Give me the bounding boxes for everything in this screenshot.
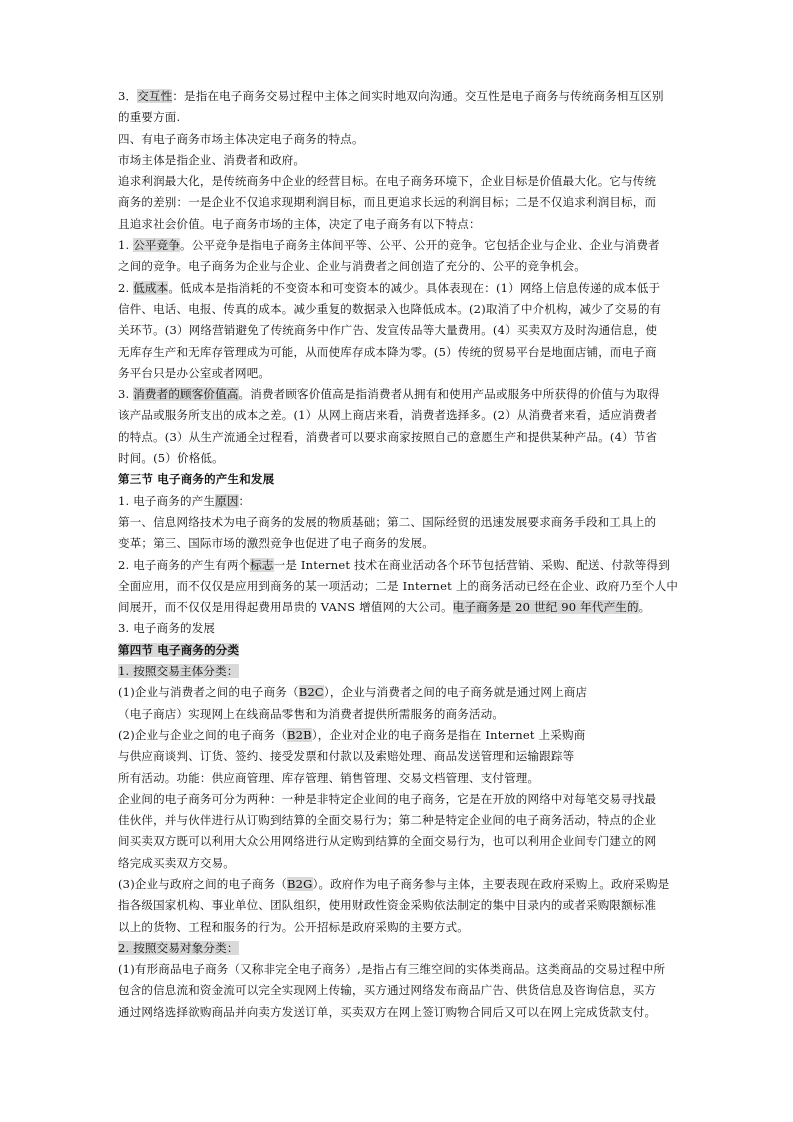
text-line <box>118 746 678 767</box>
text-line <box>118 427 678 448</box>
text-segment: 务平台只是办公室或者网吧。 <box>118 365 271 380</box>
text-segment: 。 <box>638 600 651 615</box>
text-segment: 变革；第三、国际市场的激烈竞争也促进了电子商务的发展。 <box>118 536 434 551</box>
text-line <box>118 831 678 852</box>
text-line <box>118 661 678 682</box>
text-segment: 关环节。(3）网络营销避免了传统商务中作广告、发宣传品等大量费用。(4）买卖双方及时沟通信息，使 <box>118 323 658 338</box>
text-segment: 第三节 电子商务的产生和发展 <box>118 472 275 487</box>
text-segment: 追求利润最大化，是传统商务中企业的经营目标。在电子商务环境下，企业目标是价值最大化。它与传统 <box>118 174 657 189</box>
text-line <box>118 533 678 554</box>
text-segment: 第一、信息网络技术为电子商务的发展的物质基础；第二、国际经贸的迅速发展要求商务手段和工具上的 <box>118 514 657 529</box>
highlighted-text: B2G <box>287 876 313 891</box>
text-segment: ）。政府作为电子商务参与主体，主要表现在政府采购上。政府采购是 <box>312 876 670 891</box>
text-segment: 间买卖双方既可以利用大众公用网络进行从定购到结算的全面交易行为，也可以利用企业间专门建立的网 <box>118 834 657 849</box>
text-segment: 全面应用，而不仅仅是应用到商务的某一项活动；二是 Internet 上的商务活动已经在企业、政府乃至个人中 <box>118 578 679 593</box>
text-line <box>118 980 678 1001</box>
text-line <box>118 938 678 959</box>
text-segment: (1)企业与消费者之间的电子商务（ <box>118 685 299 700</box>
text-segment: 1. <box>118 238 134 253</box>
highlighted-text: B2B <box>287 727 312 742</box>
highlighted-text: 1. 按照交易主体分类： <box>118 664 239 679</box>
text-line <box>118 405 678 426</box>
text-segment: 佳伙伴，并与伙伴进行从订购到结算的全面交易行为；第二种是特定企业间的电子商务活动，特点的企业 <box>118 813 657 828</box>
text-line <box>118 682 678 703</box>
text-segment: 。低成本是指消耗的不变资本和可变资本的减少。具体表现在：(1）网络上信息传递的成本低于 <box>168 280 661 295</box>
highlighted-text: 交互性 <box>137 89 173 103</box>
text-segment: 络完成买卖双方交易。 <box>118 855 235 870</box>
text-line <box>118 448 678 469</box>
text-line <box>118 789 678 810</box>
text-line <box>118 725 678 746</box>
highlighted-text: 消费者的顾客价值高 <box>133 387 239 402</box>
text-line <box>118 768 678 789</box>
text-segment: 。公平竞争是指电子商务主体间平等、公平、公开的竞争。它包括企业与企业、企业与消费者 <box>180 238 660 253</box>
document-page <box>118 86 678 1023</box>
text-line <box>118 810 678 831</box>
text-segment: 市场主体是指企业、消费者和政府。 <box>118 152 306 167</box>
text-segment: 指各级国家机构、事业单位、团队组织，使用财政性资金采购依法制定的集中目录内的或者采购限额标准 <box>118 898 657 913</box>
text-line <box>118 107 678 128</box>
text-line <box>118 171 678 192</box>
text-segment: (1)有形商品电子商务（又称非完全电子商务）,是指占有三维空间的实体类商品。这类商品的交易过程中所 <box>118 962 666 977</box>
text-segment: ），企业与消费者之间的电子商务就是通过网上商店 <box>323 685 588 700</box>
text-line <box>118 384 678 405</box>
text-segment: 商务的差别：一是企业不仅追求现期利润目标，而且更追求长远的利润目标；二是不仅追求利润目标，而 <box>118 195 657 210</box>
text-segment: ），企业对企业的电子商务是指在 Internet 上采购商 <box>311 727 586 742</box>
highlighted-text: 公平竞争 <box>133 238 181 253</box>
text-line <box>118 86 678 107</box>
text-segment: 3． <box>118 89 138 103</box>
text-segment: ： <box>238 493 251 508</box>
highlighted-text: B2C <box>298 685 324 700</box>
text-segment: 1. 电子商务的产生 <box>118 493 216 508</box>
text-segment: 四、有电子商务市场主体决定电子商务的特点。 <box>118 131 364 146</box>
text-line <box>118 256 678 277</box>
text-segment: 2. <box>118 280 134 295</box>
text-segment: 3. 电子商务的发展 <box>118 621 216 636</box>
text-line <box>118 597 678 618</box>
text-line <box>118 512 678 533</box>
text-line <box>118 959 678 980</box>
text-segment: 时间。(5）价格低。 <box>118 451 224 466</box>
text-line <box>118 278 678 299</box>
text-segment: 2. 电子商务的产生有两个 <box>118 557 251 572</box>
highlighted-text: 低成本 <box>133 280 169 295</box>
text-line <box>118 618 678 639</box>
text-segment: 。消费者顾客价值高是指消费者从拥有和使用产品或服务中所获得的价值与为取得 <box>238 387 660 402</box>
text-segment: 与供应商谈判、订货、签约、接受发票和付款以及索赔处理、商品发送管理和运输跟踪等 <box>118 749 575 764</box>
highlighted-text: 第四节 电子商务的分类 <box>118 642 240 657</box>
text-line <box>118 576 678 597</box>
text-segment: （电子商店）实现网上在线商品零售和为消费者提供所需服务的商务活动。 <box>118 706 505 721</box>
text-line <box>118 1002 678 1023</box>
text-line <box>118 363 678 384</box>
text-segment: 3. <box>118 387 134 402</box>
text-line <box>118 129 678 150</box>
text-segment: 信件、电话、电报、传真的成本。减少重复的数据录入也降低成本。(2)取消了中介机构，减少了交易的有 <box>118 301 662 316</box>
text-line <box>118 192 678 213</box>
text-line <box>118 214 678 235</box>
text-line <box>118 704 678 725</box>
text-segment: 一是 Internet 技术在商业活动各个环节包括营销、采购、配送、付款等得到 <box>273 557 670 572</box>
text-segment: (2)企业与企业之间的电子商务（ <box>118 727 287 742</box>
highlighted-text: 原因 <box>215 493 239 508</box>
text-line <box>118 299 678 320</box>
text-line <box>118 342 678 363</box>
text-segment: 以上的货物、工程和服务的行为。公开招标是政府采购的主要方式。 <box>118 919 469 934</box>
highlighted-text: 2. 按照交易对象分类： <box>118 940 239 955</box>
text-segment: 的特点。(3）从生产流通全过程看，消费者可以要求商家按照自己的意愿生产和提供某种产品。(4）节省 <box>118 429 658 444</box>
text-segment: ：是指在电子商务交易过程中主体之间实时地双向沟通。交互性是电子商务与传统商务相互区别 <box>172 89 664 103</box>
text-segment: 所有活动。功能：供应商管理、库存管理、销售管理、交易文档管理、支付管理。 <box>118 770 540 785</box>
highlighted-text: 标志 <box>250 557 274 572</box>
text-segment: 间展开，而不仅仅是用得起费用昂贵的 VANS 增值网的大公司。 <box>118 600 453 615</box>
text-segment: 通过网络选择欲购商品并向卖方发送订单，买卖双方在网上签订购物合同后又可以在网上完成货款支付。 <box>118 1004 657 1019</box>
text-line <box>118 555 678 576</box>
text-line <box>118 150 678 171</box>
text-segment: 之间的竞争。电子商务为企业与企业、企业与消费者之间创造了充分的、公平的竞争机会。 <box>118 259 586 274</box>
text-segment: 的重要方面. <box>118 110 181 125</box>
section-heading <box>118 640 678 661</box>
text-line <box>118 235 678 256</box>
text-line <box>118 320 678 341</box>
text-line <box>118 491 678 512</box>
text-segment: 该产品或服务所支出的成本之差。(1）从网上商店来看，消费者选择多。(2）从消费者来看，适应消费者 <box>118 408 658 423</box>
text-line <box>118 917 678 938</box>
text-line <box>118 895 678 916</box>
text-segment: 且追求社会价值。电子商务市场的主体，决定了电子商务有以下特点： <box>118 216 481 231</box>
section-heading <box>118 469 678 490</box>
text-segment: (3)企业与政府之间的电子商务（ <box>118 876 287 891</box>
text-segment: 企业间的电子商务可分为两种：一种是非特定企业间的电子商务，它是在开放的网络中对每笔交易寻找最 <box>118 791 657 806</box>
text-segment: 包含的信息流和资金流可以完全实现网上传输，买方通过网络发布商品广告、供货信息及咨询信息，买方 <box>118 983 657 998</box>
text-segment: 无库存生产和无库存管理成为可能，从而使库存成本降为零。(5）传统的贸易平台是地面店铺，而电子商 <box>118 344 657 359</box>
text-line <box>118 853 678 874</box>
text-line <box>118 874 678 895</box>
highlighted-text: 电子商务是 20 世纪 90 年代产生的 <box>452 600 639 615</box>
